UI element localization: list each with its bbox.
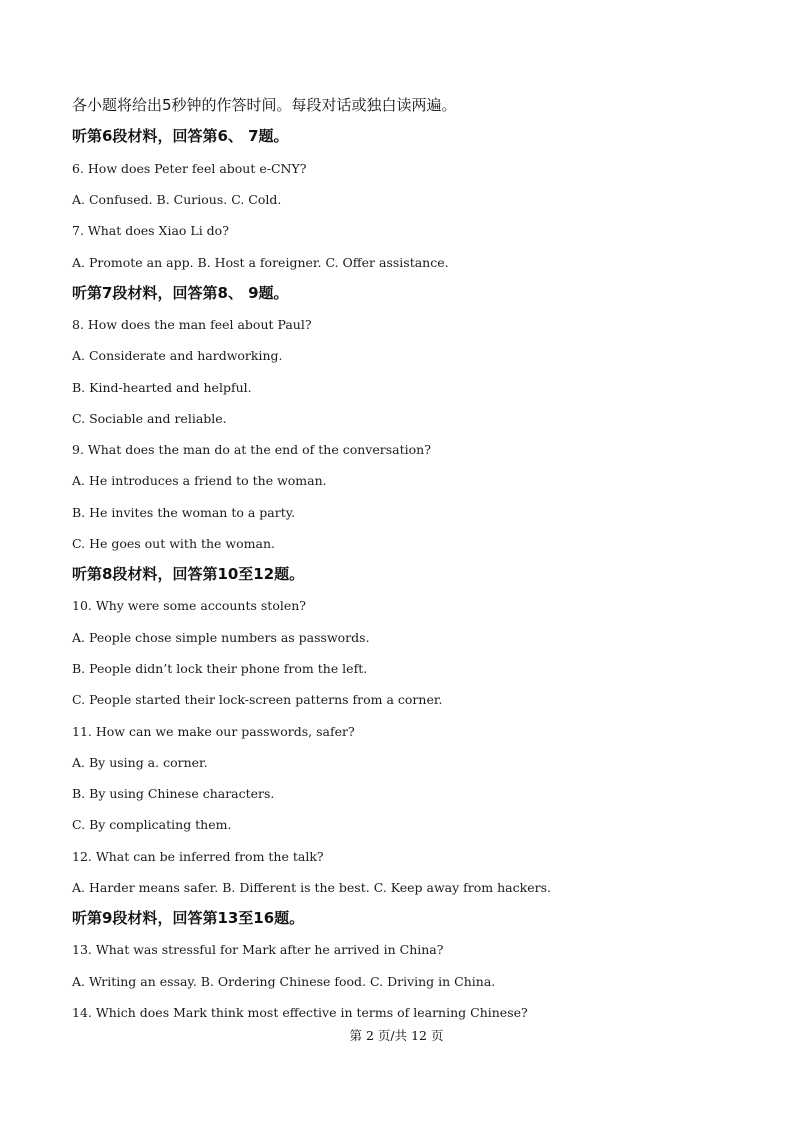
answer-option: A. Considerate and hardworking. — [72, 348, 283, 363]
page-number-footer: 第 2 页/共 12 页 — [349, 1028, 444, 1043]
instructions-text: 各小题将给出5秒钟的作答时间。每段对话或独白读两遍。 — [72, 96, 457, 114]
question-text: 14. Which does Mark think most effective in terms of learning Chinese? — [72, 1005, 528, 1020]
section-heading: 听第6段材料，回答第6、 7题。 — [72, 127, 289, 145]
answer-option: C. He goes out with the woman. — [72, 536, 275, 551]
answer-option: B. He invites the woman to a party. — [72, 505, 296, 520]
question-text: 11. How can we make our passwords, safer? — [72, 724, 355, 739]
answer-option: C. People started their lock-screen patterns from a corner. — [72, 692, 443, 707]
answer-options: A. Writing an essay. B. Ordering Chinese food. C. Driving in China. — [72, 974, 496, 989]
question-text: 7. What does Xiao Li do? — [72, 223, 229, 238]
answer-option: C. Sociable and reliable. — [72, 411, 227, 426]
section-heading: 听第8段材料，回答第10至12题。 — [72, 565, 305, 583]
answer-option: A. By using a. corner. — [72, 755, 208, 770]
answer-options: A. Promote an app. B. Host a foreigner. C. Offer assistance. — [72, 255, 449, 270]
answer-option: A. People chose simple numbers as passwords. — [72, 630, 370, 645]
answer-option: C. By complicating them. — [72, 817, 232, 832]
answer-options: A. Confused. B. Curious. C. Cold. — [72, 192, 282, 207]
question-text: 13. What was stressful for Mark after he arrived in China? — [72, 942, 444, 957]
question-text: 10. Why were some accounts stolen? — [72, 598, 306, 613]
section-heading: 听第9段材料，回答第13至16题。 — [72, 909, 305, 927]
answer-option: B. By using Chinese characters. — [72, 786, 275, 801]
question-text: 9. What does the man do at the end of the conversation? — [72, 442, 431, 457]
answer-option: B. Kind-hearted and helpful. — [72, 380, 252, 395]
question-text: 8. How does the man feel about Paul? — [72, 317, 312, 332]
section-heading: 听第7段材料，回答第8、 9题。 — [72, 284, 289, 302]
answer-option: A. He introduces a friend to the woman. — [72, 473, 327, 488]
question-text: 12. What can be inferred from the talk? — [72, 849, 324, 864]
answer-options: A. Harder means safer. B. Different is the best. C. Keep away from hackers. — [72, 880, 551, 895]
answer-option: B. People didn’t lock their phone from the left. — [72, 661, 368, 676]
question-text: 6. How does Peter feel about e-CNY? — [72, 161, 307, 176]
